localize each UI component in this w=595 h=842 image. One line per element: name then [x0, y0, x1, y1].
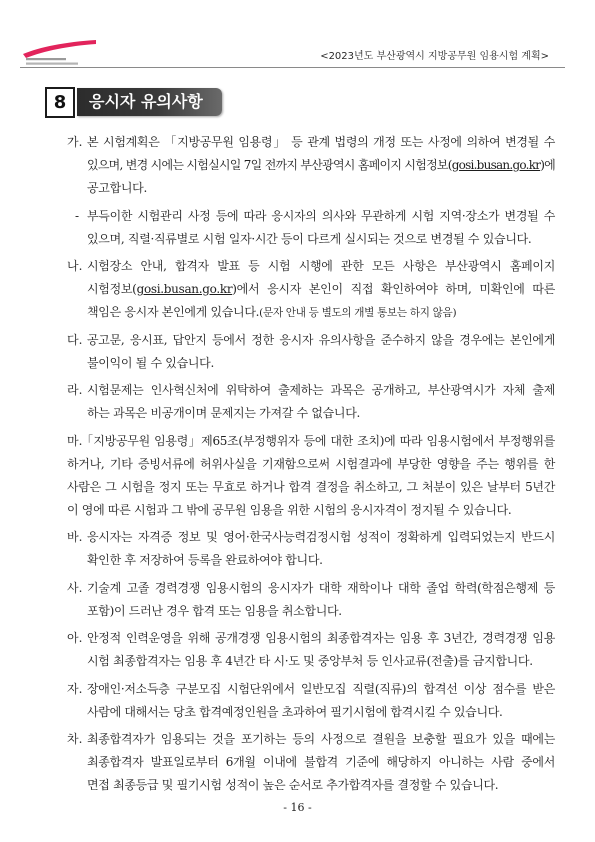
item-marker: 바.	[67, 530, 83, 544]
note-text: (문자 안내 등 별도의 개별 통보는 하지 않음)	[259, 307, 457, 319]
item-marker: 라.	[67, 383, 83, 397]
notice-item	[67, 205, 555, 251]
item-line: 시험장소 안내, 합격자 발표 등 시험 시행에 관한 모든 사항은 부산광역시 홈페이지	[87, 259, 555, 273]
item-line: 확인한 후 저장하여 등록을 완료하여야 합니다.	[87, 553, 323, 567]
notice-item	[67, 131, 555, 200]
item-line: 안정적 인력운영을 위해 공개경쟁 임용시험의 최종합격자는 임용 후 3년간, 경력경쟁 임용	[87, 631, 555, 645]
section-title: 응시자 유의사항	[89, 92, 203, 111]
item-line: 이 영에 따른 시험과 그 밖에 공무원 임용을 위한 시험의 응시자격이 정지될 수 있습니다.	[67, 502, 512, 517]
line-text: )에	[540, 158, 555, 172]
item-marker: 차.	[67, 732, 83, 746]
item-line: 사람은 그 시험을 정지 또는 무효로 하거나 합격 결정을 취소하고, 그 처분이 있은 날부터 5년간	[67, 479, 555, 494]
item-line: 하거나, 기타 증빙서류에 허위사실을 기재함으로써 시험결과에 부당한 영향을 주는 행위를 한	[67, 456, 555, 471]
item-line	[87, 301, 555, 324]
item-line: 응시자는 자격증 정보 및 영어·한국사능력검정시험 성적이 정확하게 입력되었는지 반드시	[87, 530, 555, 544]
item-marker: -	[75, 208, 80, 223]
item-line: 시험 최종합격자는 임용 후 4년간 타 시·도 및 중앙부처 등 인사교류(전출)를 금지합니다.	[87, 654, 533, 668]
line-text: 시험정보(	[87, 282, 137, 296]
busan-city-logo	[20, 39, 98, 67]
notice-item	[67, 430, 555, 522]
item-marker: 아.	[67, 631, 83, 645]
item-line: 부득이한 시험관리 사정 등에 따라 응시자의 의사와 무관하게 시험 지역·장소가 변경될 수	[87, 208, 555, 223]
item-line: 면접 최종등급 및 필기시험 성적이 높은 순서로 추가합격자를 결정할 수 있습니다.	[87, 778, 499, 792]
item-line: 기술계 고졸 경력경쟁 임용시험의 응시자가 대학 재학이나 대학 졸업 학력(학점은행제 등	[87, 580, 555, 595]
notice-item	[67, 678, 555, 724]
notice-item	[67, 329, 555, 375]
line-text: )에서 응시자 본인이 직접 확인하여야 하며, 미확인에 따른	[232, 282, 555, 296]
line-text: 있으며, 변경 시에는 시험실시일 7일 전까지 부산광역시 홈페이지 시험정보(	[87, 158, 452, 172]
notice-item	[67, 728, 555, 797]
section-title-bar	[77, 88, 222, 116]
line-text: 책임은 응시자 본인에게 있습니다.	[87, 305, 260, 319]
section-number: 8	[53, 92, 67, 113]
item-line: 사람에 대해서는 당초 합격예정인원을 초과하여 필기시험에 합격시킬 수 있습니다.	[87, 704, 503, 719]
item-line: 최종합격자 발표일로부터 6개월 이내에 불합격 기준에 해당하지 아니하는 사람 중에서	[87, 755, 555, 769]
item-line: 공고합니다.	[87, 181, 147, 195]
item-marker: 마.	[67, 433, 83, 448]
page-number: - 16 -	[283, 801, 312, 814]
item-line: 최종합격자가 임용되는 것을 포기하는 등의 사정으로 결원을 보충할 필요가 있을 때에는	[87, 732, 555, 746]
item-line: 「지방공무원 임용령」제65조(부정행위자 등에 대한 조치)에 따라 임용시험에서 부정행위를	[81, 433, 555, 448]
item-line: 본 시험계획은 「지방공무원 임용령」 등 관계 법령의 개정 또는 사정에 의하여 변경될 수	[87, 135, 555, 149]
item-line: 하는 과목은 비공개이며 문제지는 가져갈 수 없습니다.	[87, 406, 361, 420]
item-line: 공고문, 응시표, 답안지 등에서 정한 응시자 유의사항을 준수하지 않을 경우에는 본인에게	[87, 332, 555, 347]
item-line: 있으며, 직렬·직류별로 시험 일자·시간 등이 다르게 실시되는 것으로 변경될 수 있습니다.	[87, 231, 532, 246]
exam-info-site-link[interactable]: gosi.busan.go.kr	[136, 282, 233, 296]
item-marker: 자.	[67, 681, 83, 696]
document-header-title: <2023년도 부산광역시 지방공무원 임용시험 계획>	[320, 51, 549, 62]
notice-item	[67, 577, 555, 623]
item-line	[87, 154, 555, 177]
item-line: 불이익이 될 수 있습니다.	[87, 355, 214, 370]
notice-list	[67, 131, 555, 802]
item-line: 포함)이 드러난 경우 합격 또는 임용을 취소합니다.	[87, 603, 342, 618]
item-line: 시험문제는 인사혁신처에 위탁하여 출제하는 과목은 공개하고, 부산광역시가 자체 출제	[87, 383, 555, 397]
exam-info-site-link[interactable]: gosi.busan.go.kr	[451, 158, 541, 172]
item-marker: 가.	[67, 135, 83, 149]
item-marker: 사.	[67, 580, 83, 595]
header-rule	[20, 67, 565, 68]
item-marker: 나.	[67, 259, 83, 273]
notice-item	[67, 627, 555, 673]
notice-item	[67, 526, 555, 572]
item-line	[87, 278, 555, 301]
item-marker: 다.	[67, 332, 83, 347]
notice-item	[67, 255, 555, 324]
section-number-box	[45, 87, 75, 118]
item-line: 장애인·저소득층 구분모집 시험단위에서 일반모집 직렬(직류)의 합격선 이상 점수를 받은	[87, 681, 555, 696]
notice-item	[67, 379, 555, 425]
